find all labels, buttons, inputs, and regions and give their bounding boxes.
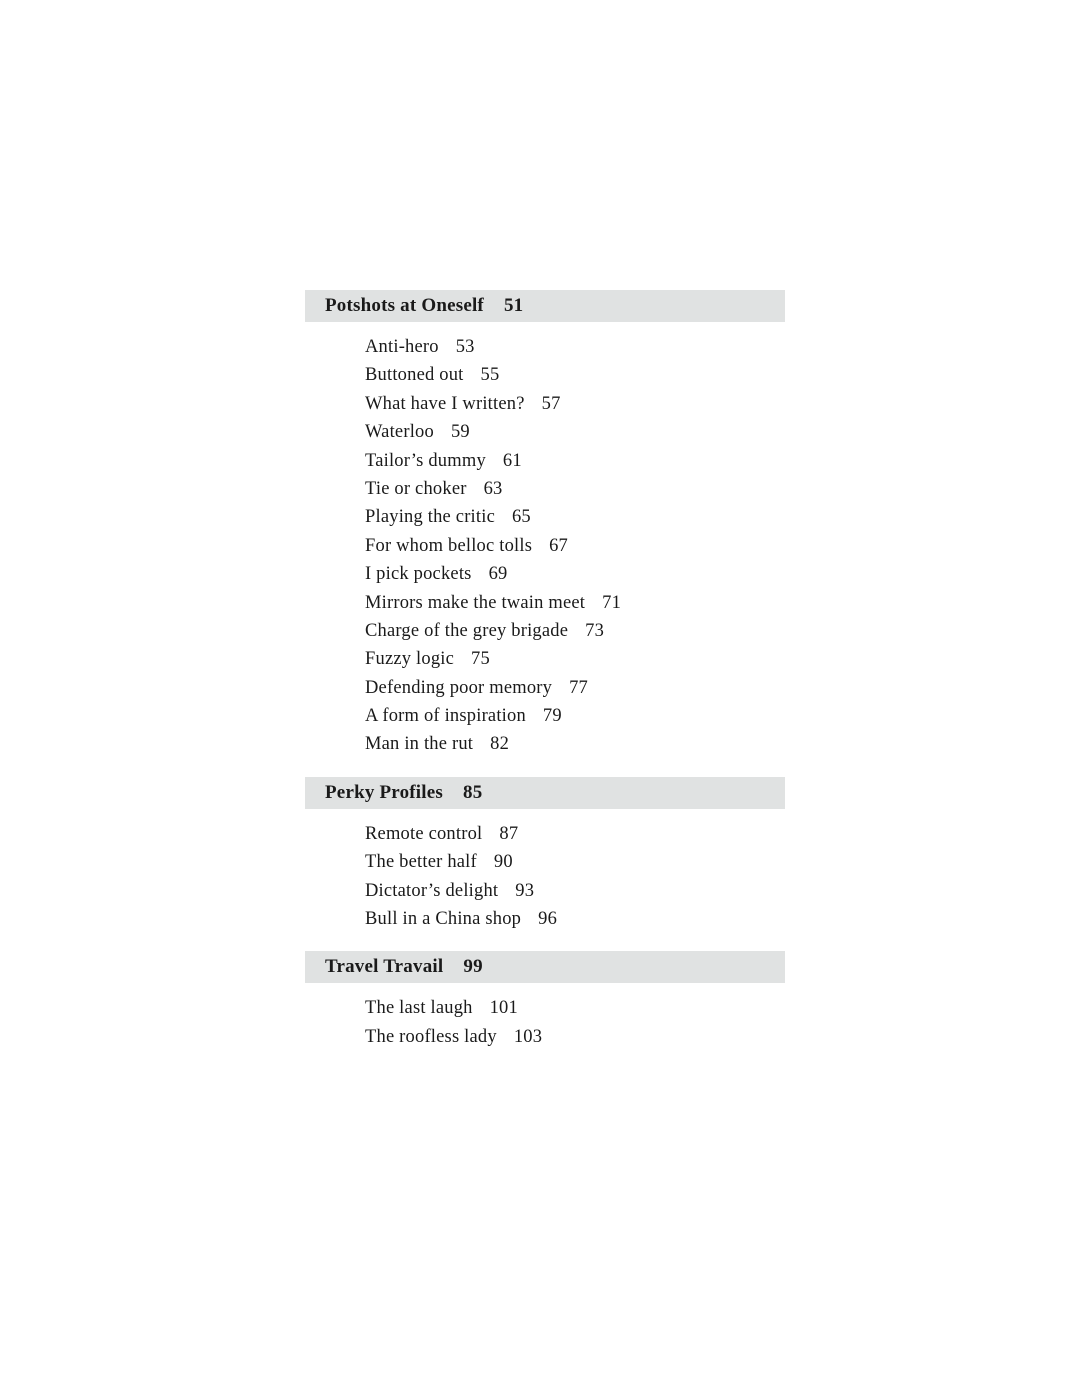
entry-title: Bull in a China shop [365, 909, 522, 930]
section-page-number: 99 [463, 956, 483, 978]
entry-page-number: 59 [450, 422, 470, 443]
toc-entry [365, 418, 785, 446]
entry-list [305, 809, 785, 934]
toc-entry [365, 447, 785, 475]
entry-page-number: 77 [569, 677, 589, 698]
entry-title: Dictator’s delight [365, 880, 499, 901]
toc-entry [365, 674, 785, 702]
entry-page-number: 82 [490, 734, 510, 755]
entry-page-number: 96 [538, 909, 558, 930]
entry-title: Tie or choker [365, 478, 467, 499]
toc-entry [365, 589, 785, 617]
toc-entry [365, 333, 785, 361]
entry-page-number: 75 [471, 649, 490, 670]
entry-title: Man in the rut [365, 734, 474, 755]
entry-title: Waterloo [365, 422, 434, 443]
entry-title: For whom belloc tolls [365, 535, 533, 556]
entry-page-number: 65 [511, 507, 531, 528]
entry-title: Anti-hero [365, 337, 439, 357]
entry-page-number: 55 [480, 365, 500, 386]
toc-entry [365, 702, 785, 730]
toc-entry [365, 503, 785, 531]
toc-section [305, 777, 785, 934]
entry-page-number: 90 [493, 852, 513, 873]
toc-entry [365, 645, 785, 673]
entry-page-number: 87 [499, 823, 519, 844]
toc-entry [365, 560, 785, 588]
entry-page-number: 103 [513, 1026, 543, 1047]
toc-entry [365, 905, 785, 933]
toc-entry [365, 390, 785, 418]
entry-page-number: 101 [489, 998, 518, 1019]
section-header [305, 290, 785, 322]
entry-list [305, 983, 785, 1051]
section-page-number: 51 [503, 295, 524, 316]
toc-entry [365, 730, 785, 758]
toc-entry [365, 361, 785, 389]
entry-title: Playing the critic [365, 507, 495, 528]
entry-page-number: 61 [502, 450, 522, 471]
toc-entry [365, 848, 785, 876]
entry-title: The last laugh [365, 998, 473, 1019]
entry-page-number: 63 [483, 478, 503, 499]
entry-page-number: 71 [602, 592, 622, 613]
entry-page-number: 73 [585, 620, 605, 641]
section-header [305, 951, 785, 983]
toc-entry [365, 475, 785, 503]
entry-title: Charge of the grey brigade [365, 620, 569, 641]
entry-title: The better half [365, 852, 477, 873]
entry-title: I pick pockets [365, 564, 472, 585]
toc-entry [365, 994, 785, 1022]
section-title: Travel Travail [325, 956, 444, 978]
entry-page-number: 53 [455, 337, 475, 357]
entry-title: What have I written? [365, 393, 525, 414]
entry-title: Defending poor memory [365, 677, 553, 698]
table-of-contents [305, 290, 785, 1069]
section-page-number: 85 [463, 781, 483, 803]
section-title: Potshots at Oneself [325, 295, 484, 316]
toc-entry [365, 617, 785, 645]
toc-section [305, 951, 785, 1051]
toc-entry [365, 1023, 785, 1051]
toc-entry [365, 877, 785, 905]
entry-list [305, 322, 785, 759]
entry-title: A form of inspiration [365, 706, 526, 727]
entry-page-number: 67 [549, 535, 569, 556]
entry-title: The roofless lady [365, 1026, 497, 1047]
entry-title: Mirrors make the twain meet [365, 592, 586, 613]
section-title: Perky Profiles [325, 781, 443, 803]
entry-title: Fuzzy logic [365, 649, 455, 670]
toc-entry [365, 532, 785, 560]
entry-title: Buttoned out [365, 365, 464, 386]
toc-entry [365, 820, 785, 848]
toc-section [305, 290, 785, 759]
entry-title: Remote control [365, 823, 483, 844]
section-header [305, 777, 785, 809]
entry-title: Tailor’s dummy [365, 450, 486, 471]
entry-page-number: 93 [515, 880, 535, 901]
entry-page-number: 79 [542, 706, 562, 727]
entry-page-number: 69 [488, 564, 508, 585]
entry-page-number: 57 [541, 393, 561, 414]
